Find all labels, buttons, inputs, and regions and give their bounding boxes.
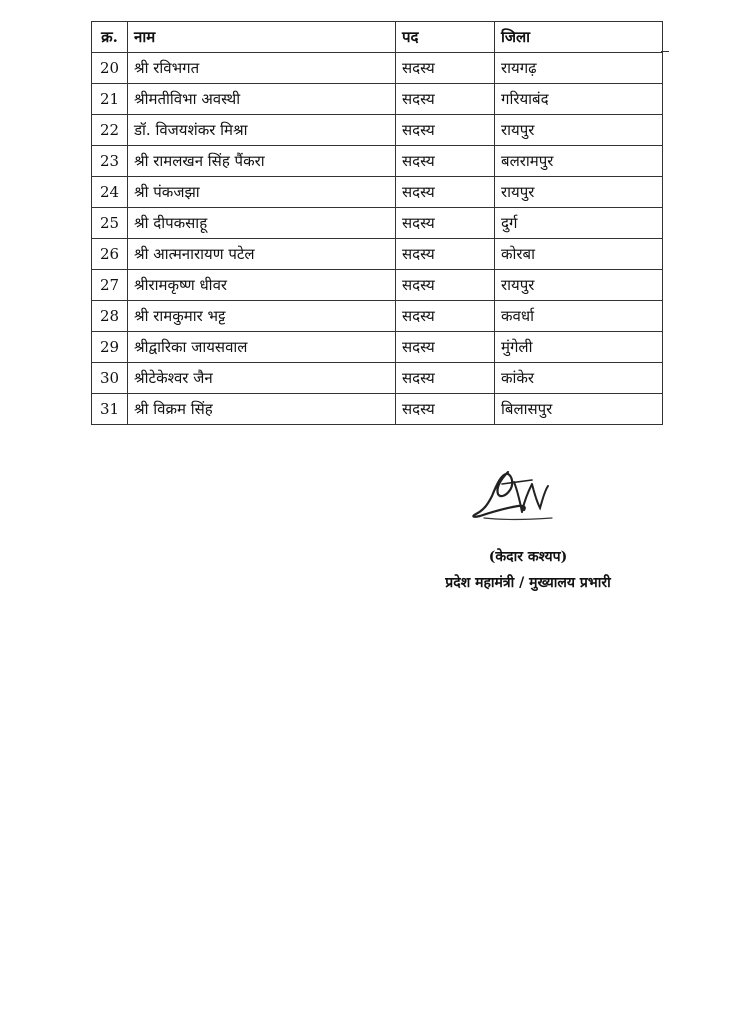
row-post: सदस्य xyxy=(396,239,495,270)
table-row xyxy=(92,332,663,363)
header-line-extension xyxy=(661,51,669,52)
row-district: रायगढ़ xyxy=(495,53,663,84)
table-row xyxy=(92,363,663,394)
table-row xyxy=(92,239,663,270)
row-name: श्री पंकजझा xyxy=(128,177,396,208)
row-serial: 22 xyxy=(92,115,128,146)
row-serial: 21 xyxy=(92,84,128,115)
row-district: बिलासपुर xyxy=(495,394,663,425)
row-name: श्री रामकुमार भट्ट xyxy=(128,301,396,332)
row-district: मुंगेली xyxy=(495,332,663,363)
row-post: सदस्य xyxy=(396,208,495,239)
row-name: श्रीमतीविभा अवस्थी xyxy=(128,84,396,115)
table-row xyxy=(92,84,663,115)
row-name: डॉ. विजयशंकर मिश्रा xyxy=(128,115,396,146)
table-row xyxy=(92,394,663,425)
row-district: रायपुर xyxy=(495,115,663,146)
row-post: सदस्य xyxy=(396,115,495,146)
signature-image xyxy=(462,462,566,532)
row-serial: 29 xyxy=(92,332,128,363)
table-row xyxy=(92,270,663,301)
table-row xyxy=(92,53,663,84)
row-name: श्रीरामकृष्ण धीवर xyxy=(128,270,396,301)
row-district: कोरबा xyxy=(495,239,663,270)
signatory-name: (केदार कश्यप) xyxy=(488,549,568,565)
row-serial: 26 xyxy=(92,239,128,270)
row-name: श्रीद्वारिका जायसवाल xyxy=(128,332,396,363)
row-post: सदस्य xyxy=(396,146,495,177)
row-district: रायपुर xyxy=(495,270,663,301)
row-post: सदस्य xyxy=(396,270,495,301)
row-serial: 27 xyxy=(92,270,128,301)
row-serial: 30 xyxy=(92,363,128,394)
row-district: दुर्ग xyxy=(495,208,663,239)
row-post: सदस्य xyxy=(396,394,495,425)
header-name: नाम xyxy=(128,22,396,53)
row-name: श्री रविभगत xyxy=(128,53,396,84)
row-serial: 28 xyxy=(92,301,128,332)
row-name: श्री दीपकसाहू xyxy=(128,208,396,239)
row-serial: 31 xyxy=(92,394,128,425)
row-post: सदस्य xyxy=(396,84,495,115)
row-name: श्रीटेकेश्वर जैन xyxy=(128,363,396,394)
row-name: श्री रामलखन सिंह पैंकरा xyxy=(128,146,396,177)
row-post: सदस्य xyxy=(396,177,495,208)
header-post: पद xyxy=(396,22,495,53)
table-row xyxy=(92,115,663,146)
row-name: श्री विक्रम सिंह xyxy=(128,394,396,425)
members-table xyxy=(91,21,663,425)
signatory-title: प्रदेश महामंत्री / मुख्यालय प्रभारी xyxy=(445,575,611,591)
row-post: सदस्य xyxy=(396,301,495,332)
row-serial: 23 xyxy=(92,146,128,177)
table-row xyxy=(92,208,663,239)
row-district: बलरामपुर xyxy=(495,146,663,177)
row-serial: 24 xyxy=(92,177,128,208)
row-serial: 25 xyxy=(92,208,128,239)
row-name: श्री आत्मनारायण पटेल xyxy=(128,239,396,270)
table-header-row xyxy=(92,22,663,53)
row-serial: 20 xyxy=(92,53,128,84)
row-district: रायपुर xyxy=(495,177,663,208)
header-serial: क्र. xyxy=(92,22,128,53)
row-district: कांकेर xyxy=(495,363,663,394)
row-district: गरियाबंद xyxy=(495,84,663,115)
row-post: सदस्य xyxy=(396,332,495,363)
header-district: जिला xyxy=(495,22,663,53)
table-row xyxy=(92,177,663,208)
row-post: सदस्य xyxy=(396,363,495,394)
row-district: कवर्धा xyxy=(495,301,663,332)
row-post: सदस्य xyxy=(396,53,495,84)
table-row xyxy=(92,146,663,177)
table-row xyxy=(92,301,663,332)
